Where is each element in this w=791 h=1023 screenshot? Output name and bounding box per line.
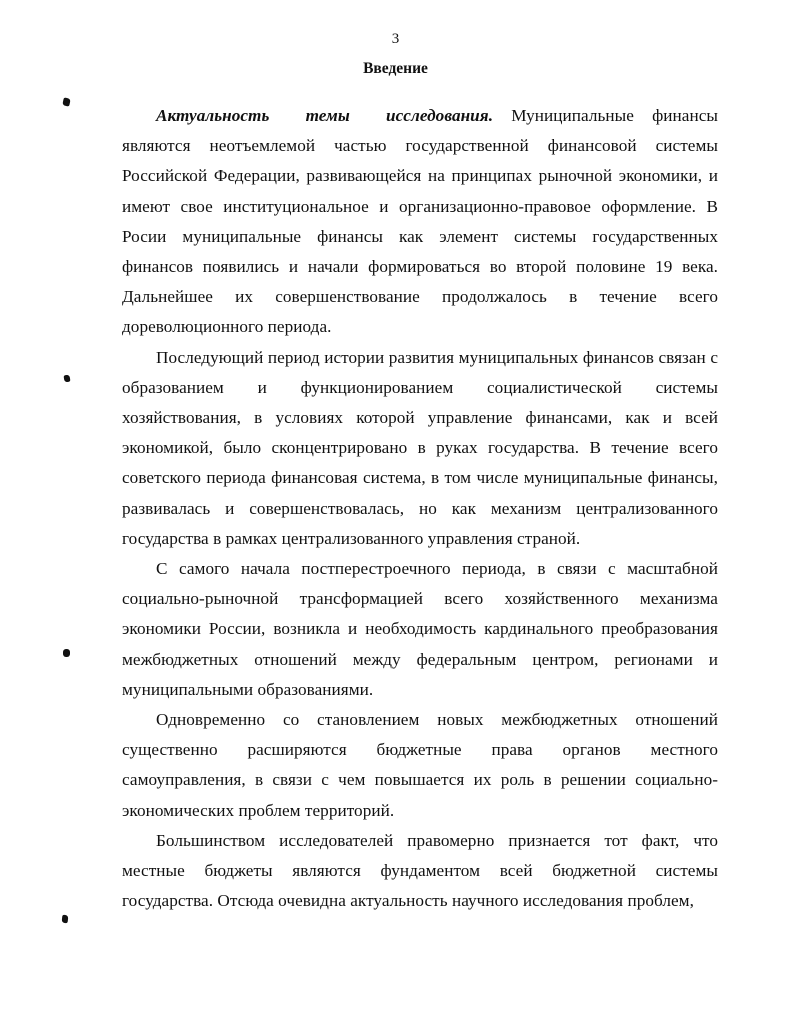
intro-lead: Актуальность темы исследования. [156, 106, 494, 125]
margin-mark [64, 375, 71, 383]
margin-mark [62, 97, 71, 106]
paragraph-3: С самого начала постперестроечного периода, в связи с масштабной социально-рыночной трансформацией всего хозяйственного механизма экономики России, возникла и необходимость кардинального преобразования межбюджетных отношений между федеральным центром, регионами и муниципальными образованиями. [122, 559, 718, 699]
paragraph-1 [122, 101, 718, 343]
paragraph-2: Последующий период истории развития муниципальных финансов связан с образованием и функционированием социалистической системы хозяйствования, в условиях которой управление финансами, как и всей экономикой, было сконцентрировано в руках государства. В течение всего советского периода финансовая система, в том числе муниципальные финансы, развивалась и совершенствовалась, но как механизм централизованного государства в рамках централизованного управления страной. [122, 347, 718, 548]
paragraph-1-text: Муниципальные финансы являются неотъемлемой частью государственной финансовой системы Российской Федерации, развивающейся на принципах рыночной экономики, и имеют свое институциональное и организационно-правовое оформление. В Росии муниципальные финансы как элемент системы государственных финансов появились и начали формироваться во второй половине 19 века. Дальнейшее их совершенствование продолжалось в течение всего дореволюционного периода. [122, 106, 718, 337]
paragraph-5: Большинством исследователей правомерно признается тот факт, что местные бюджеты являются фундаментом всей бюджетной системы государства. Отсюда очевидна актуальность научного исследования проблем, [122, 830, 718, 911]
margin-mark [63, 649, 70, 657]
section-heading: Введение [363, 60, 428, 77]
page-number: 3 [391, 31, 400, 47]
body-text [122, 101, 718, 916]
paragraph-4: Одновременно со становлением новых межбюджетных отношений существенно расширяются бюджетные права органов местного самоуправления, в связи с чем повышается их роль в решении социально-экономических проблем территорий. [122, 710, 718, 820]
margin-mark [62, 915, 69, 924]
